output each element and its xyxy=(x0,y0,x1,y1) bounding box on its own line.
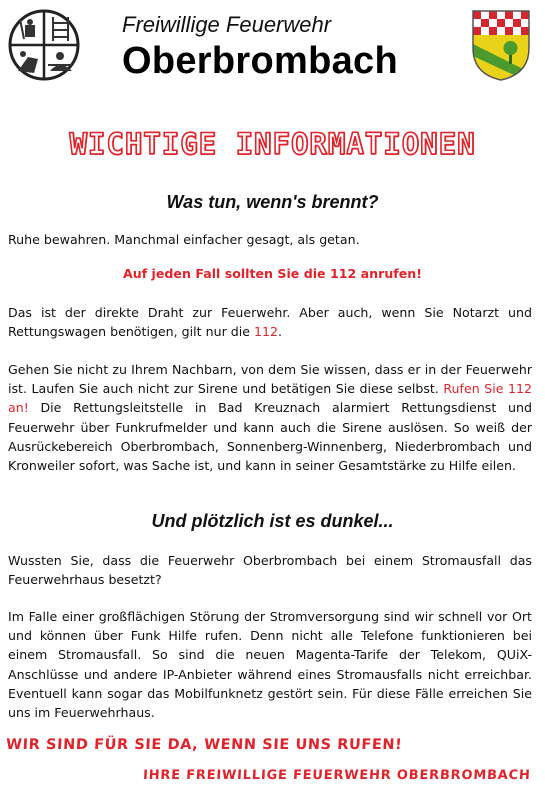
paragraph-text: Das ist der direkte Draht zur Feuerwehr. Aber auch, wenn Sie Notarzt und Rettungswagen benötigen, gilt nur die xyxy=(8,305,532,340)
emergency-number: 112 xyxy=(254,324,279,340)
call-112-text: Rufen Sie 112 an! xyxy=(8,381,532,416)
coat-of-arms-icon xyxy=(470,8,532,82)
paragraph-blackout-details: Im Falle einer großflächigen Störung der Stromversorgung sind wir schnell vor Ort und können über Funk Hilfe rufen. Denn nicht alle Telefone funktionieren bei einem Stromausfall. So sind die neuen Magenta-Tarife der Telekom, QUiX-Anschlüsse und andere IP-Anbieter während eines Stromausfalls nicht erreichbar. Eventuell kann sogar das Mobilfunknetz gestört sein. Für diese Fälle erreichen Sie uns im Feuerwehrhaus. xyxy=(8,609,532,721)
org-subtitle: Freiwillige Feuerwehr xyxy=(122,12,332,37)
callout-112: Auf jeden Fall sollten Sie die 112 anrufen! xyxy=(122,266,423,281)
section-heading-fire: Was tun, wenn's brennt? xyxy=(166,192,379,212)
paragraph-rest: Die Rettungsleitstelle in Bad Kreuznach alarmiert Rettungsdienst und Feuerwehr über Funkrufmelder und kann auch die Sirene auslösen. So weiß der Ausrückebereich Oberbrombach, Sonnenberg-Winnenberg, Niederbrombach und Kronweiler sofort, was Sache ist, und kann in seiner Gesamtstärke zu Hilfe eilen. xyxy=(8,400,532,474)
banner-title: WICHTIGE INFORMATIONEN xyxy=(69,127,476,161)
section-heading-blackout: Und plötzlich ist es dunkel... xyxy=(151,511,394,531)
paragraph-text: Gehen Sie nicht zu Ihrem Nachbarn, von dem Sie wissen, dass er in der Feuerwehr ist. Laufen Sie auch nicht zur Sirene und betätigen Sie diese selbst. xyxy=(8,362,532,397)
page-header xyxy=(0,0,545,92)
org-title: Oberbrombach xyxy=(122,40,398,82)
paragraph-neighbor xyxy=(8,360,532,475)
paragraph-blackout-question: Wussten Sie, dass die Feuerwehr Oberbrombach bei einem Stromausfall das Feuerwehrhaus besetzt? xyxy=(8,553,532,588)
paragraph-direct-line xyxy=(8,303,532,341)
slogan: WIR SIND FÜR SIE DA, WENN SIE UNS RUFEN! xyxy=(5,737,403,753)
signature: IHRE FREIWILLIGE FEUERWEHR OBERBROMBACH xyxy=(143,768,532,783)
paragraph-calm: Ruhe bewahren. Manchmal einfacher gesagt, als getan. xyxy=(8,232,360,247)
fire-brigade-emblem-icon xyxy=(8,9,80,81)
paragraph-end: . xyxy=(278,324,283,340)
